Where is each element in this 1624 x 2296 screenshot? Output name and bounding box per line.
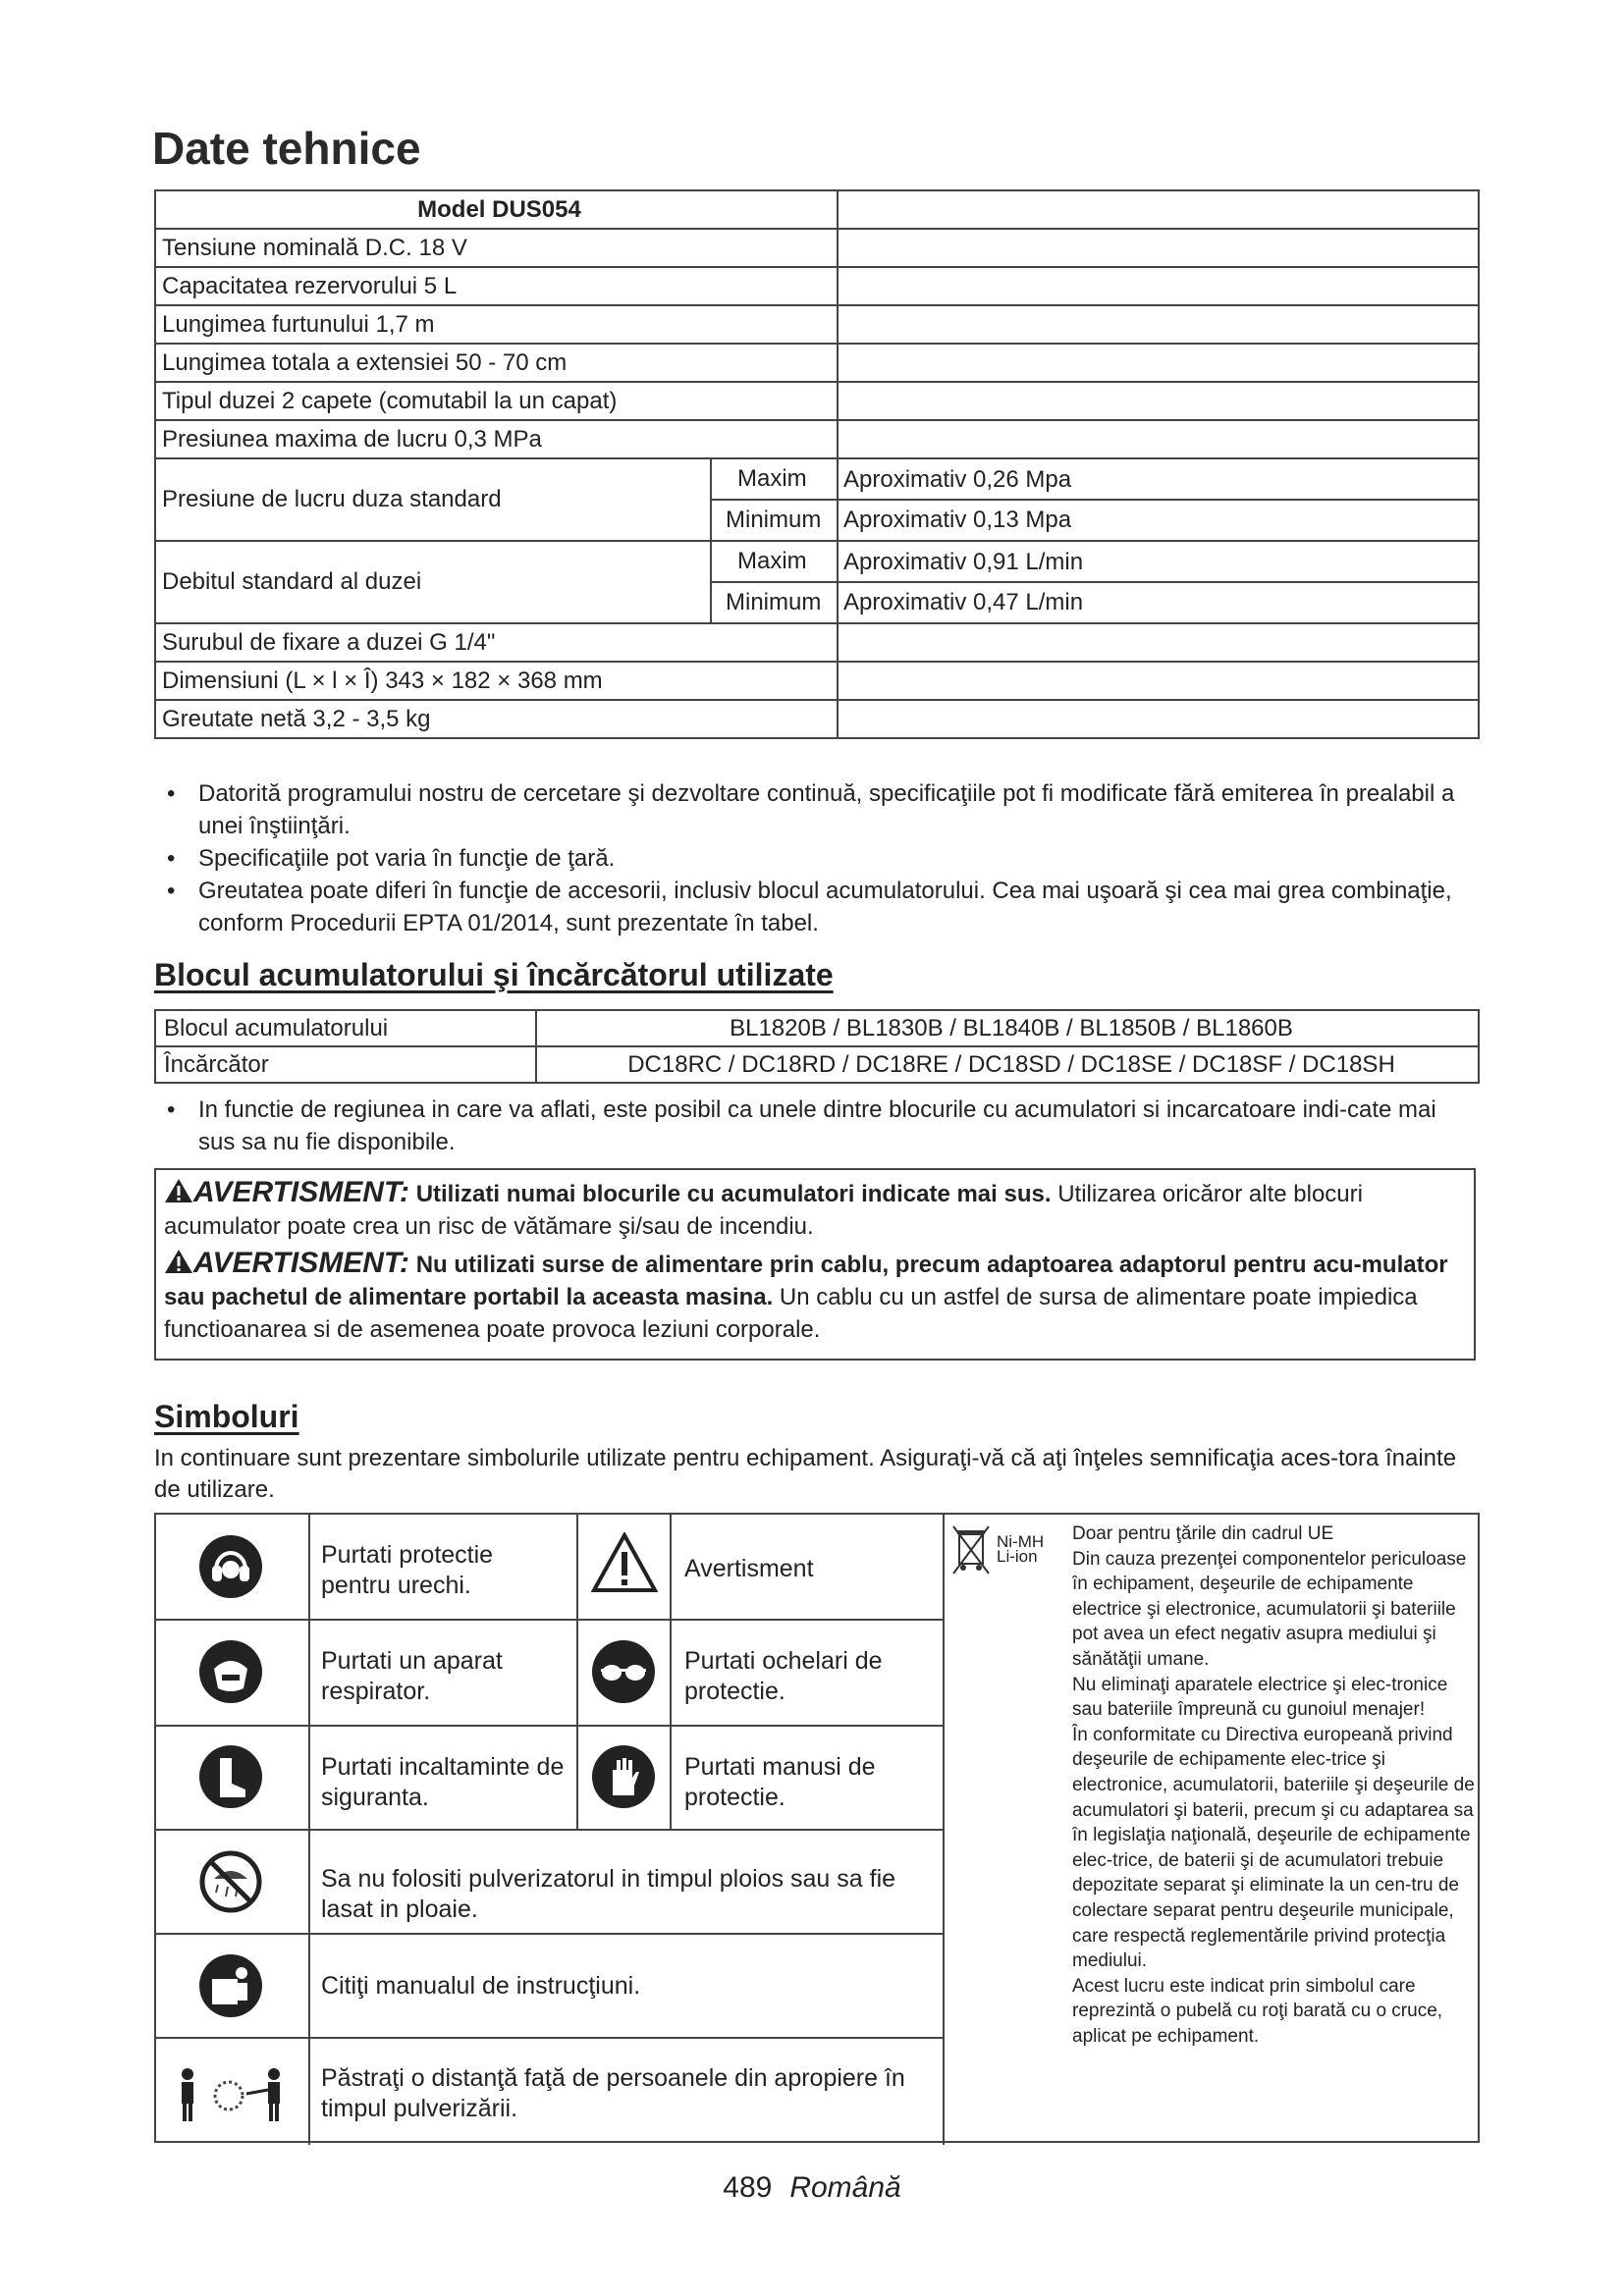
page-number: 489 [723,2171,773,2204]
ear-protection-icon [198,1534,263,1599]
table-row: Capacitatea rezervorului 5 L [155,267,1479,305]
warning-box [154,1168,1476,1361]
specs-table [154,189,1480,739]
symbols-intro: In continuare sunt prezentare simbolurile utilizate pentru echipament. Asiguraţi-vă că aţi înţeles semnificaţia aces-tora înainte de utilizare. [154,1445,1457,1503]
battery-note [154,1094,1475,1158]
table-row: Lungimea totala a extensiei 50 - 70 cm [155,344,1479,382]
language-label: Română [789,2171,901,2204]
table-row [155,190,1479,229]
table-row: Blocul acumulatorului BL1820B / BL1830B / BL1840B / BL1850B / BL1860B [155,1010,1479,1046]
table-row: Tipul duzei 2 capete (comutabil la un capat) [155,382,1479,420]
read-manual-icon [198,1953,263,2018]
battery-heading: Blocul acumulatorului şi încărcătorul utilizate [154,957,834,992]
model-cell: Model DUS054 [155,190,838,229]
table-row: Greutate netă 3,2 - 3,5 kg [155,700,1479,738]
table-row: Debitul standard al duzei Maxim Minimum Aproximativ 0,91 L/min Aproximativ 0,47 L/min [155,541,1479,623]
weee-info: Doar pentru ţările din cadrul UE Din cauza prezenţei componentelor periculoase în echipament, deşeurile de echipamente electrice şi electronice, acumulatorii şi bateriile pot avea un efect negativ asupra mediului şi sănătăţii umane. Nu eliminaţi aparatele electrice şi elec-tronice sau bateriile împreună cu gunoiul menajer! În conformitate cu Directiva europeană privind deşeurile de echipamente elec-trice şi electronice, acumulatorii, bateriile şi deşeurile de acumulatori şi baterii, precum şi cu adaptarea sa în legislaţia naţională, deşeurile de echipamente elec-trice, de baterii şi de acumulatori trebuie depozitate separat şi eliminate la un cen-tru de colectare separat pentru deşeurile municipale, care respectă reglementările privind protecţia mediului. Acest lucru este indicat prin simbolul care reprezintă o pubelă cu roţi barată cu o cruce, aplicat pe echipament. [1072,1523,1475,2047]
list-item: • Datorită programului nostru de cercetare şi dezvoltare continuă, specificaţiile pot fi modificate fără emiterea în prealabil a unei înştiinţări. [154,777,1475,842]
page-footer [0,2171,1624,2205]
flow-label: Debitul standard al duzei [156,542,711,622]
battery-table [154,1009,1480,1084]
crossed-bin-icon [949,1522,993,1577]
keep-distance-icon [172,2064,294,2125]
symbols-grid: Purtati protectie pentru urechi. Avertisment Purtati un aparat respirator. Purtati ochelari de protectie. Purtati incaltaminte de siguranta. Purtati manusi de protectie. Sa nu folositi pulverizatorul in timpul ploios sau sa fie lasat in ploaie. Citiţi manualul de instrucţiuni. Păstraţi o distanţă faţă de persoanele din apropiere în timpul pulverizării. Ni-MH Li-ion [154,1513,1480,2143]
table-row: Lungimea furtunului 1,7 m [155,305,1479,344]
page-title: Date tehnice [152,123,421,174]
respirator-icon [198,1639,263,1704]
safety-boots-icon [198,1744,263,1809]
battery-type-label: Ni-MH Li-ion [997,1532,1045,1566]
list-item: • Specificaţiile pot varia în funcţie de ţară. [154,842,1475,875]
gloves-icon [591,1744,656,1809]
table-row: Presiunea maxima de lucru 0,3 MPa [155,420,1479,458]
list-item: • Greutatea poate diferi în funcţie de accesorii, inclusiv blocul acumulatorului. Cea mai uşoară şi cea mai grea combinaţie, conform Procedurii EPTA 01/2014, sunt prezentate în tabel. [154,875,1475,939]
warning-triangle-icon [164,1178,193,1203]
table-row: Tensiune nominală D.C. 18 V [155,229,1479,267]
pressure-label: Presiune de lucru duza standard [156,459,711,540]
list-item: • In functie de regiunea in care va aflati, este posibil ca unele dintre blocurile cu acumulatori si incarcatoare indi-cate mai sus sa nu fie disponibile. [154,1094,1475,1158]
table-row: Presiune de lucru duza standard Maxim Minimum Aproximativ 0,26 Mpa Aproximativ 0,13 Mpa [155,458,1479,541]
warning-2: AVERTISMENT: Nu utilizati surse de alimentare prin cablu, precum adaptoarea adaptorul pentru acu-mulator sau pachetul de alimentare portabil la aceasta masina. Un cablu cu un astfel de sursa de alimentare poate impiedica functioanarea si de asemenea poate provoca leziuni corporale. [164,1247,1448,1343]
table-row: Încărcător DC18RC / DC18RD / DC18RE / DC18SD / DC18SE / DC18SF / DC18SH [155,1046,1479,1083]
no-rain-icon [198,1849,263,1914]
table-row: Dimensiuni (L × l × Î) 343 × 182 × 368 mm [155,662,1479,700]
table-row: Surubul de fixare a duzei G 1/4" [155,623,1479,662]
symbols-heading: Simboluri [154,1399,299,1434]
goggles-icon [591,1639,656,1704]
spec-notes [154,777,1475,939]
warning-icon [591,1532,658,1593]
warning-1: AVERTISMENT: Utilizati numai blocurile cu acumulatori indicate mai sus. Utilizarea oricăror alte blocuri acumulator poate crea un risc de vătămare şi/sau de incendiu. [164,1176,1363,1240]
warning-triangle-icon [164,1249,193,1274]
